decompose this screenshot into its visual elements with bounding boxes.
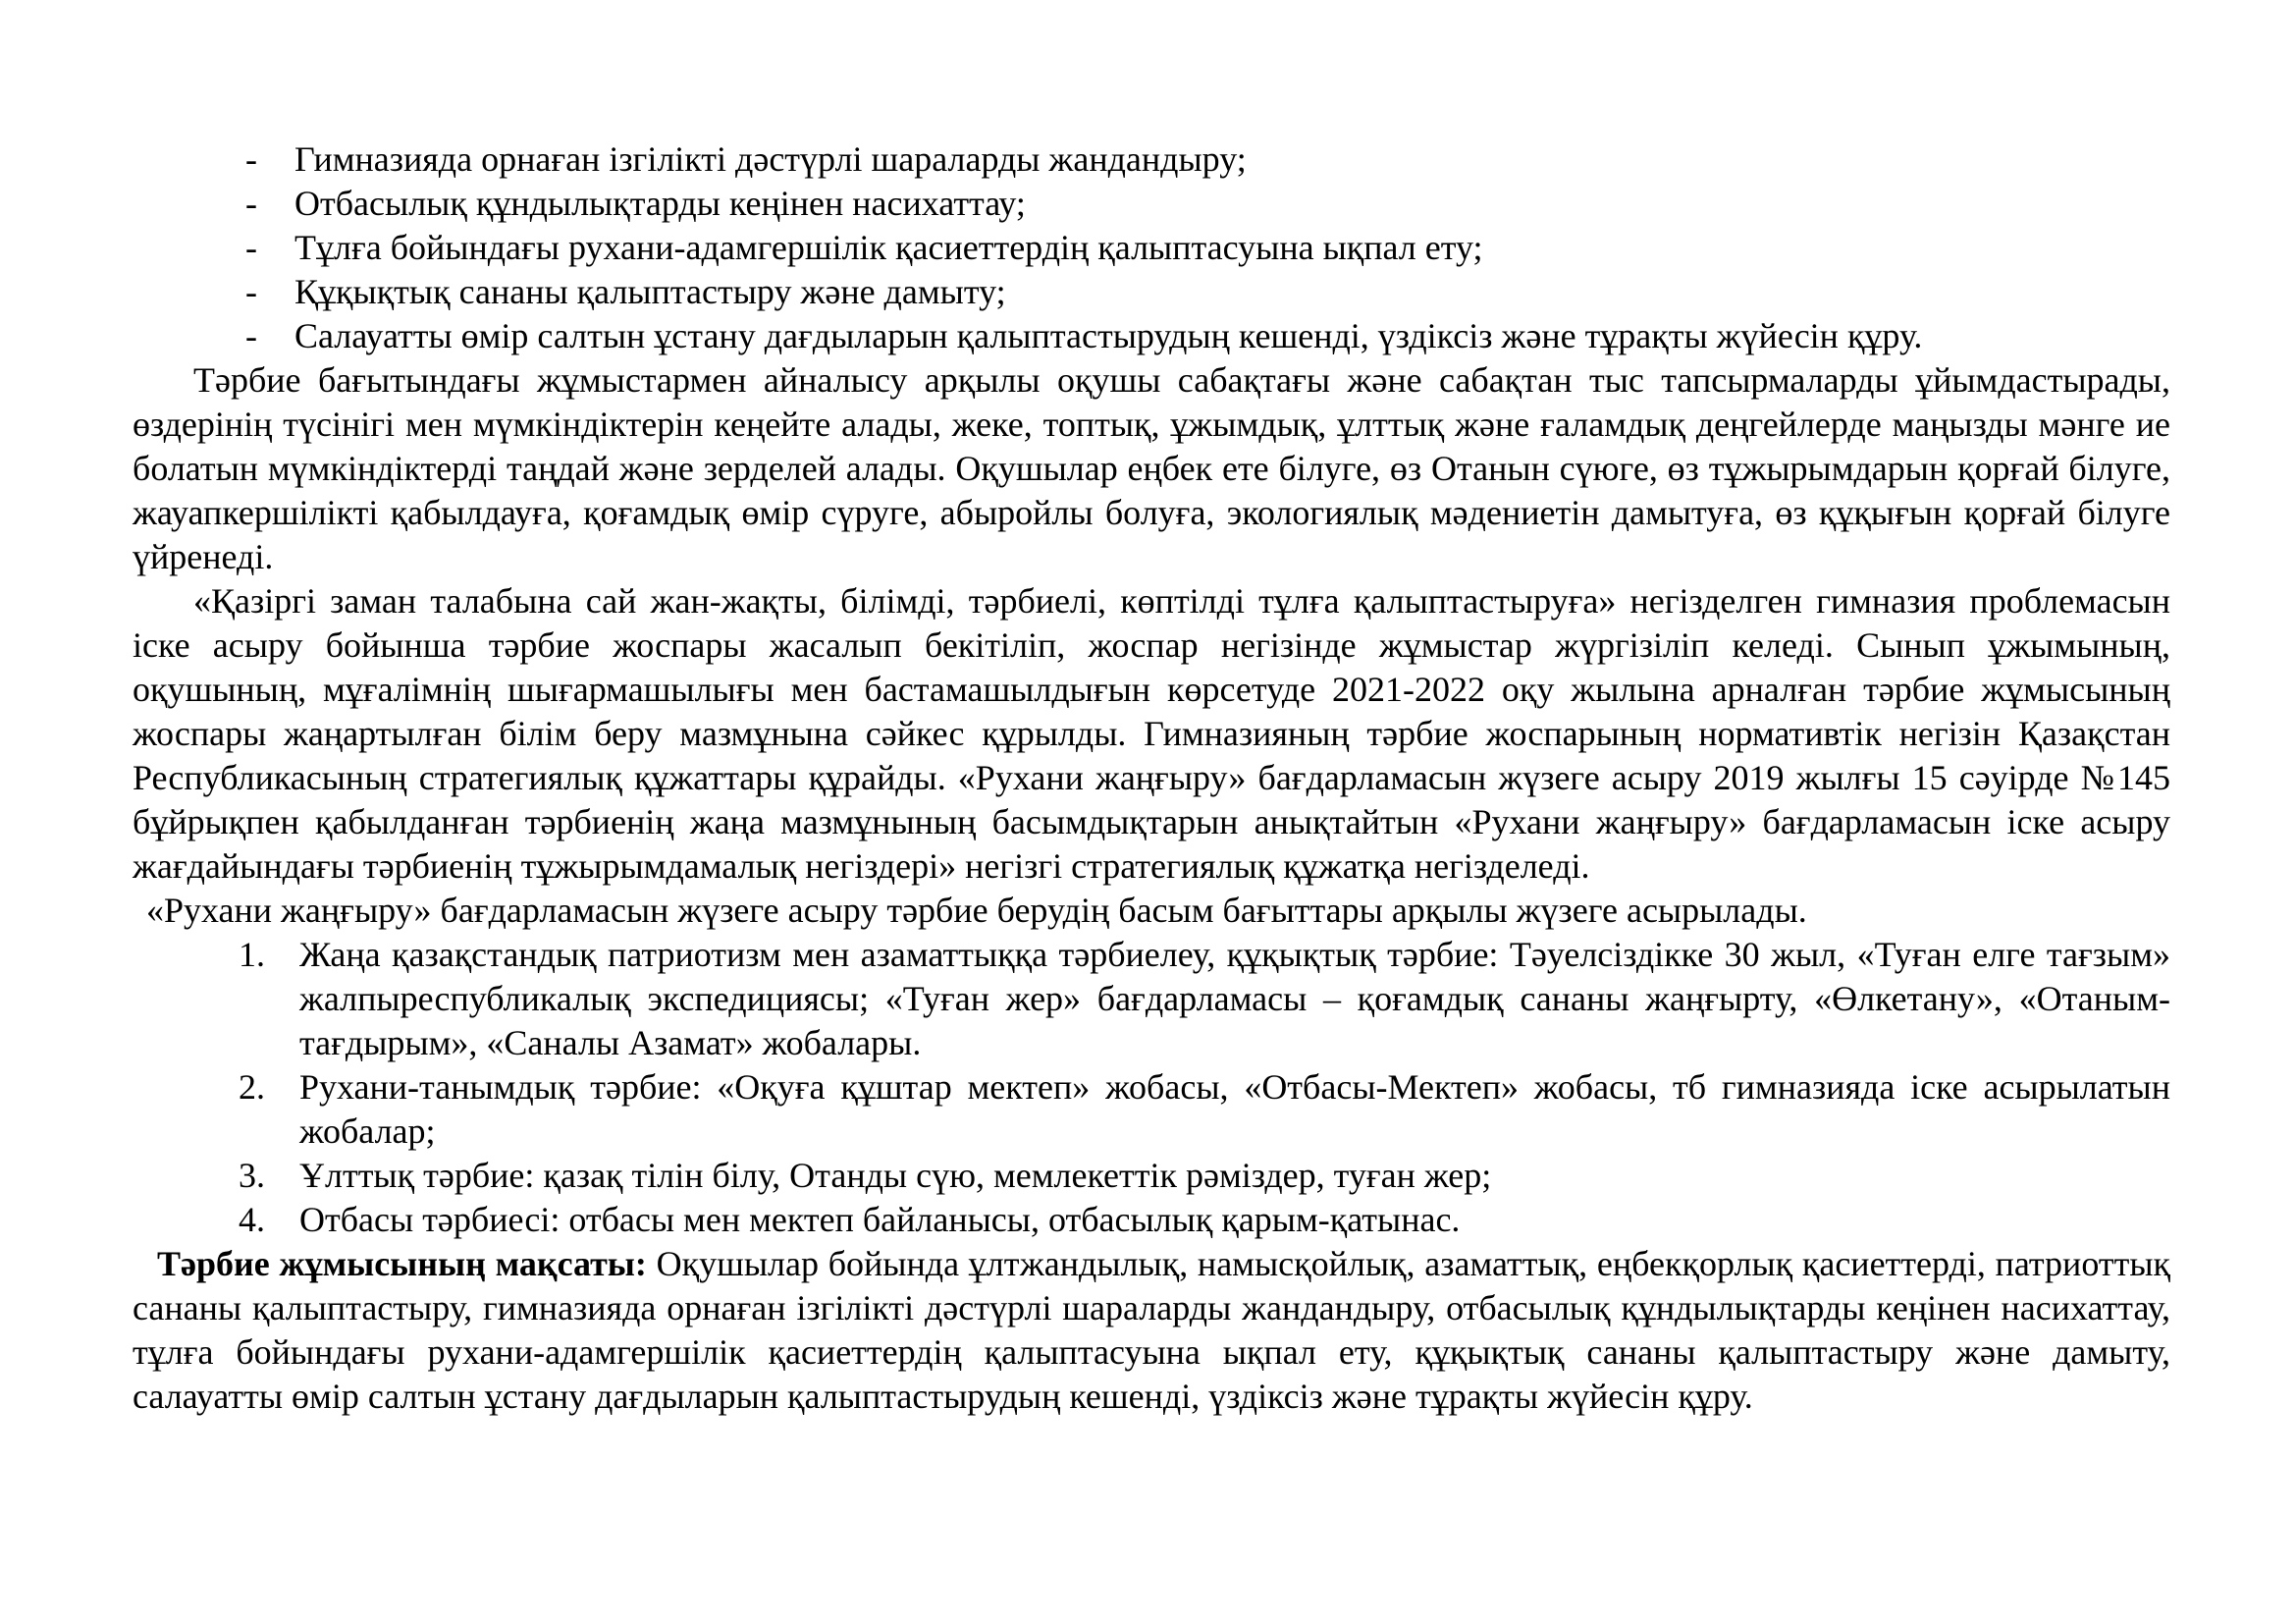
goal-paragraph (133, 1242, 2170, 1419)
bullet-item-text: Құқықтық сананы қалыптастыру және дамыту; (294, 272, 1006, 311)
item-number: 4. (239, 1200, 265, 1239)
goal-paragraph-text: Оқушылар бойында ұлтжандылық, намысқойлық, азаматтық, еңбекқорлық қасиеттерді, патриоттық сананы қалыптастыру, гимназияда орнаған ізгілікті дәстүрлі шараларды жандандыру, отбасылық құндылықтарды кеңінен насихаттау, тұлға бойындағы рухани-адамгершілік қасиеттердің қалыптасуына ықпал ету, құқықтық сананы қалыптастыру және дамыту, салауатты өмір салтын ұстану дағдыларын қалыптастырудың кешенді, үздіксіз және тұрақты жүйесін құру. (133, 1244, 2170, 1416)
item-number: 3. (239, 1156, 265, 1195)
bullet-item-text: Гимназияда орнаған ізгілікті дәстүрлі шараларды жандандыру; (294, 139, 1247, 179)
numbered-list-item (133, 1065, 2170, 1154)
bullet-item-text: Отбасылық құндылықтарды кеңінен насихаттау; (294, 184, 1026, 223)
ruhani-zhangyru-line: «Рухани жаңғыру» бағдарламасын жүзеге асыру тәрбие берудің басым бағыттары арқылы жүзеге асырылады. (146, 891, 1807, 930)
item-number: 2. (239, 1067, 265, 1107)
numbered-item-text: Жаңа қазақстандық патриотизм мен азаматтыққа тәрбиелеу, құқықтық тәрбие: Тәуелсіздікке 30 жыл, «Туған елге тағзым» жалпыреспубликалық экспедициясы; «Туған жер» бағдарламасы – қоғамдық сананы жаңғырту, «Өлкетану», «Отаным-тағдырым», «Саналы Азамат» жобалары. (299, 935, 2170, 1062)
bullet-list-item (133, 226, 2170, 270)
body-paragraph-2: «Қазіргі заман талабына сай жан-жақты, білімді, тәрбиелі, көптілді тұлға қалыптастыруға» негізделген гимназия проблемасын іске асыру бойынша тәрбие жоспары жасалып бекітіліп, жоспар негізінде жұмыстар жүргізіліп келеді. Сынып ұжымының, оқушының, мұғалімнің шығармашылығы мен бастамашылдығын көрсетуде 2021-2022 оқу жылына арналған тәрбие жұмысының жоспары жаңартылған білім беру мазмұнына сәйкес құрылды. Гимназияның тәрбие жоспарының нормативтік негізін Қазақстан Республикасының стратегиялық құжаттары құрайды. «Рухани жаңғыру» бағдарламасын жүзеге асыру 2019 жылғы 15 сәуірде №145 бұйрықпен қабылданған тәрбиенің жаңа мазмұнының басымдықтарын анықтайтын «Рухани жаңғыру» бағдарламасын іске асыру жағдайындағы тәрбиенің тұжырымдамалық негіздері» негізгі стратегиялық құжатқа негізделеді. (133, 581, 2170, 886)
page-content (133, 137, 2170, 1419)
bullet-list-item (133, 270, 2170, 314)
body-paragraph-1: Тәрбие бағытындағы жұмыстармен айналысу арқылы оқушы сабақтағы және сабақтан тыс тапсырмаларды ұйымдастырады, өздерінің түсінігі мен мүмкіндіктерін кеңейте алады, жеке, топтық, ұжымдық, ұлттық және ғаламдық деңгейлерде маңызды мәнге ие болатын мүмкіндіктерді таңдай және зерделей алады. Оқушылар еңбек ете білуге, өз Отанын сүюге, өз тұжырымдарын қорғай білуге, жауапкершілікті қабылдауға, қоғамдық өмір сүруге, абыройлы болуға, экологиялық мәдениетін дамытуға, өз құқығын қорғай білуге үйренеді. (133, 360, 2170, 576)
bullet-item-text: Салауатты өмір салтын ұстану дағдыларын қалыптастырудың кешенді, үздіксіз және тұрақты жүйесін құру. (294, 316, 1923, 355)
bullet-list-item (133, 137, 2170, 182)
numbered-item-text: Отбасы тәрбиесі: отбасы мен мектеп байланысы, отбасылық қарым-қатынас. (299, 1200, 1461, 1239)
item-number: 1. (239, 935, 265, 974)
bullet-list-item (133, 182, 2170, 226)
bullet-list (133, 137, 2170, 358)
bullet-dash-marker: - (245, 184, 257, 223)
bullet-item-text: Тұлға бойындағы рухани-адамгершілік қасиеттердің қалыптасуына ықпал ету; (294, 228, 1483, 267)
bullet-dash-marker: - (245, 272, 257, 311)
bullet-dash-marker: - (245, 316, 257, 355)
bullet-dash-marker: - (245, 139, 257, 179)
numbered-item-text: Ұлттық тәрбие: қазақ тілін білу, Отанды сүю, мемлекеттік рәміздер, туған жер; (299, 1156, 1492, 1195)
bullet-list-item (133, 314, 2170, 358)
goal-paragraph-bold-lead: Тәрбие жұмысының мақсаты: (157, 1244, 647, 1283)
numbered-list-item (133, 933, 2170, 1065)
numbered-item-text: Рухани-танымдық тәрбие: «Оқуға құштар мектеп» жобасы, «Отбасы-Мектеп» жобасы, тб гимназияда іске асырылатын жобалар; (299, 1067, 2170, 1151)
numbered-list-item (133, 1198, 2170, 1242)
numbered-list (133, 933, 2170, 1242)
bullet-dash-marker: - (245, 228, 257, 267)
numbered-list-item (133, 1154, 2170, 1198)
